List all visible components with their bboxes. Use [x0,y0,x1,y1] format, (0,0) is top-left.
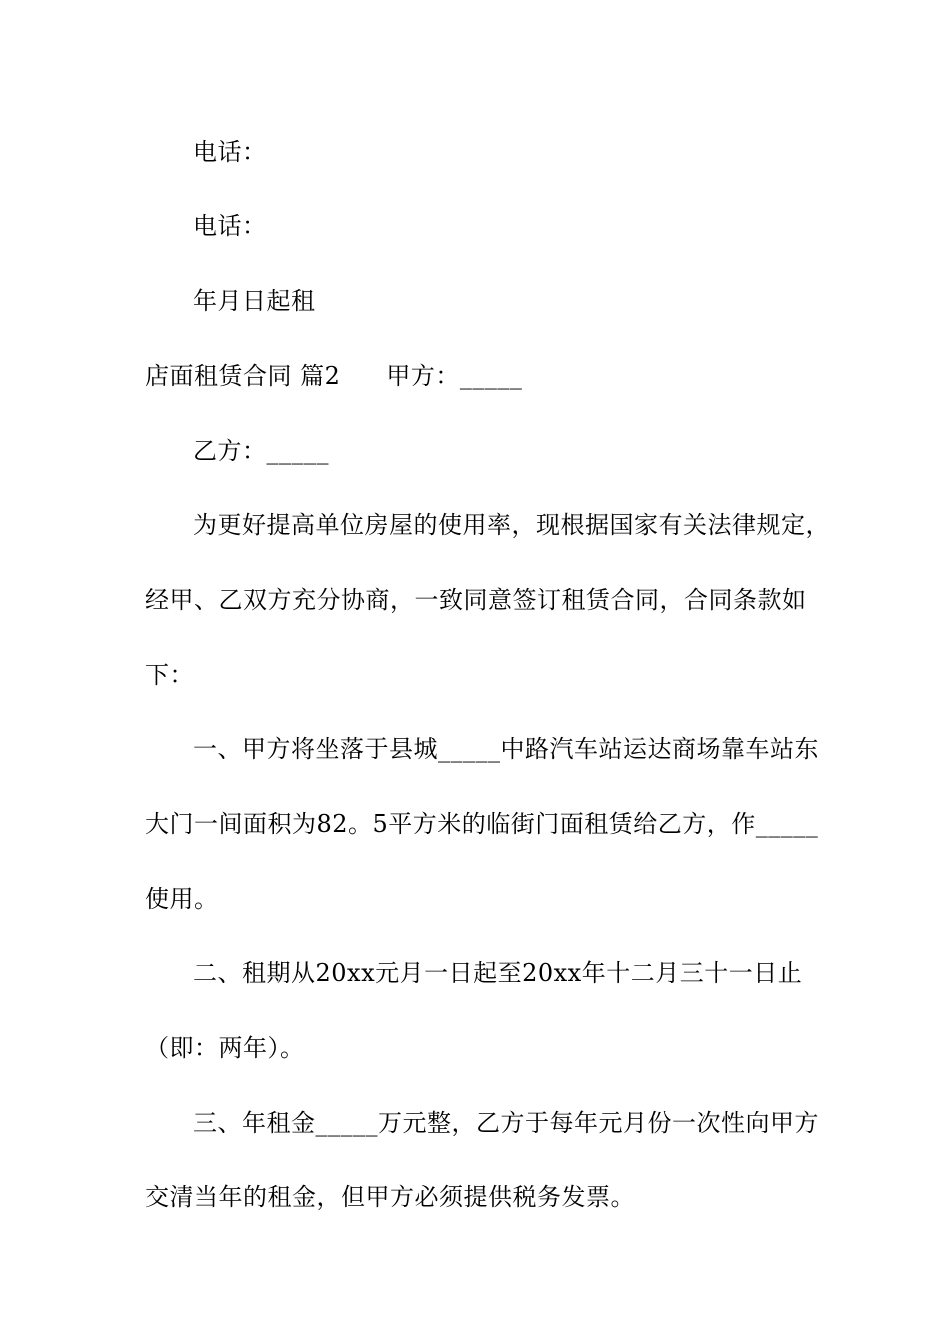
clause-1-line-2: 大门一间面积为82。5平方米的临街门面租赁给乙方，作_____ [145,810,819,838]
contract-heading-line [145,361,825,391]
clause-2-line-2: （即：两年）。 [145,1034,305,1062]
paragraph-intro-line-2: 经甲、乙双方充分协商，一致同意签订租赁合同，合同条款如 [145,586,807,614]
clause-1-line-3: 使用。 [145,885,219,913]
clause-3-line-2: 交清当年的租金，但甲方必须提供税务发票。 [145,1183,635,1211]
paragraph-intro-line-1: 为更好提高单位房屋的使用率，现根据国家有关法律规定， [193,511,830,539]
clause-3-line-1: 三、年租金_____万元整，乙方于每年元月份一次性向甲方 [193,1109,819,1137]
phone-line-1: 电话： [193,138,267,166]
party-a-line: 甲方：_____ [386,362,523,390]
clause-1-line-1: 一、甲方将坐落于县城_____中路汽车站运达商场靠车站东 [193,735,819,763]
phone-line-2: 电话： [193,212,267,240]
lease-start-line: 年月日起租 [193,287,316,315]
paragraph-intro-line-3: 下： [145,661,194,689]
clause-2-line-1: 二、租期从20xx元月一日起至20xx年十二月三十一日止 [193,959,803,987]
contract-title: 店面租赁合同 篇2 [145,362,341,390]
party-b-line: 乙方：_____ [193,437,329,465]
